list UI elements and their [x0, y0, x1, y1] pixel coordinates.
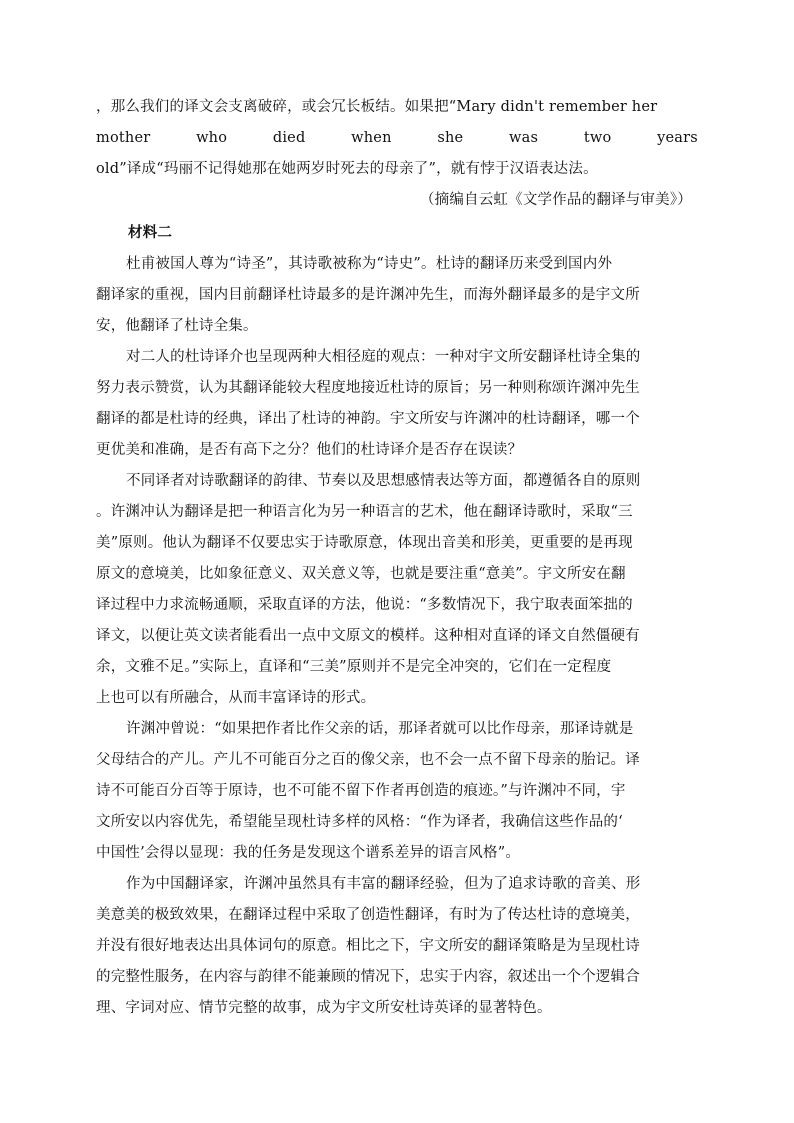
intro-line-3: old”译成“玛丽不记得她那在她两岁时死去的母亲了”，就有悖于汉语表达法。 — [96, 161, 598, 177]
section-heading: 材料二 — [128, 225, 173, 241]
paragraph — [96, 342, 698, 466]
paragraph — [96, 466, 698, 714]
intro-word: mother — [96, 130, 151, 146]
paragraph-line: 文所安以内容优先，希望能呈现杜诗多样的风格：“作为译者，我确信这些作品的‘ — [96, 814, 623, 830]
paragraph-line: 翻译家的重视，国内目前翻译杜诗最多的是许渊冲先生，而海外翻译最多的是宇文所 — [96, 287, 640, 303]
paragraph-line: 父母结合的产儿。产儿不可能百分之百的像父亲，也不会一点不留下母亲的胎记。译 — [96, 752, 640, 768]
paragraph — [96, 869, 698, 1024]
paragraph-line: 更优美和准确，是否有高下之分？他们的杜诗译介是否存在误读？ — [96, 442, 523, 458]
paragraph-line: 中国性’会得以显现：我的任务是发现这个谱系差异的语言风格”。 — [96, 845, 521, 861]
paragraph-line: 译过程中力求流畅通顺，采取直译的方法，他说：“多数情况下，我宁取表面笨拙的 — [96, 597, 633, 613]
intro-line-1: ，那么我们的译文会支离破碎，或会冗长板结。如果把“Mary didn't remember her — [96, 99, 658, 115]
paragraph-line: 美意美的极致效果，在翻译过程中采取了创造性翻译，有时为了传达杜诗的意境美， — [96, 907, 640, 923]
intro-word: she — [437, 130, 464, 146]
paragraph-line: 并没有很好地表达出具体词句的原意。相比之下，宇文所安的翻译策略是为呈现杜诗 — [96, 938, 640, 954]
intro-word: two — [583, 130, 612, 146]
paragraph-line: 作为中国翻译家，许渊冲虽然具有丰富的翻译经验，但为了追求诗歌的音美、形 — [126, 876, 641, 892]
paragraph-line: 杜甫被国人尊为“诗圣”，其诗歌被称为“诗史”。杜诗的翻译历来受到国内外 — [126, 256, 613, 272]
intro-word: was — [509, 130, 539, 146]
paragraph-line: 诗不可能百分百等于原诗，也不可能不留下作者再创造的痕迹。”与许渊冲不同，宇 — [96, 783, 626, 799]
intro-word: years — [657, 130, 698, 146]
intro-word: when — [351, 130, 392, 146]
paragraph-line: 翻译的都是杜诗的经典，译出了杜诗的神韵。宇文所安与许渊冲的杜诗翻译，哪一个 — [96, 411, 640, 427]
paragraph-line: 。许渊冲认为翻译是把一种语言化为另一种语言的艺术，他在翻译诗歌时，采取“三 — [96, 504, 633, 520]
paragraph-line: 努力表示赞赏，认为其翻译能较大程度地接近杜诗的原旨；另一种则称颂许渊冲先生 — [96, 380, 640, 396]
intro-word: died — [272, 130, 306, 146]
paragraph-line: 译文，以便让英文读者能看出一点中文原文的模样。这种相对直译的译文自然僵硬有 — [96, 628, 640, 644]
source-citation: （摘编自云虹《文学作品的翻译与审美》） — [419, 192, 692, 208]
paragraph-line: 对二人的杜诗译介也呈现两种大相径庭的观点：一种对宇文所安翻译杜诗全集的 — [126, 349, 641, 365]
intro-word: who — [196, 130, 228, 146]
paragraph-line: 美”原则。他认为翻译不仅要忠实于诗歌原意，体现出音美和形美，更重要的是再现 — [96, 535, 633, 551]
intro-line-2 — [96, 123, 698, 154]
paragraph-line: 原文的意境美，比如象征意义、双关意义等，也就是要注重“意美”。宇文所安在翻 — [96, 566, 626, 582]
paragraph-line: 的完整性服务，在内容与韵律不能兼顾的情况下，忠实于内容，叙述出一个个逻辑合 — [96, 969, 640, 985]
paragraph-line: 上也可以有所融合，从而丰富译诗的形式。 — [96, 690, 376, 706]
paragraph — [96, 714, 698, 869]
paragraph-line: 许渊冲曾说：“如果把作者比作父亲的话，那译者就可以比作母亲，那译诗就是 — [126, 721, 634, 737]
document-body — [96, 92, 698, 1024]
paragraph — [96, 249, 698, 342]
paragraph-line: 不同译者对诗歌翻译的韵律、节奏以及思想感情表达等方面，都遵循各自的原则 — [126, 473, 641, 489]
paragraph-line: 余，文雅不足。”实际上，直译和“三美”原则并不是完全冲突的，它们在一定程度 — [96, 659, 612, 675]
paragraph-line: 理、字词对应、情节完整的故事，成为宇文所安杜诗英译的显著特色。 — [96, 1000, 552, 1016]
paragraph-line: 安，他翻译了杜诗全集。 — [96, 318, 258, 334]
